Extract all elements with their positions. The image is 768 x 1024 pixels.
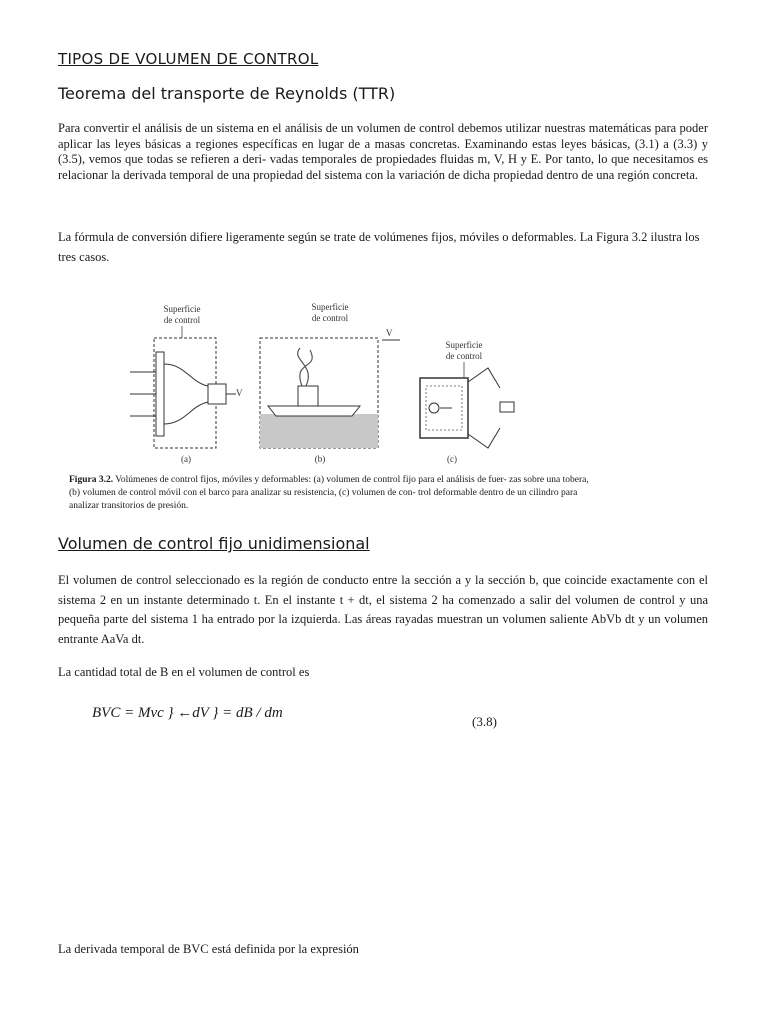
figure-panel-b — [260, 302, 400, 464]
paragraph-fixed-volume: El volumen de control seleccionado es la región de conducto entre la sección a y la sección b, que coincide exactamente con el sistema 2 en un instante determinado t. En el instante t + dt, el sistema 2 ha comenzado a salir del volumen de control y una pequeña parte del sistema 1 ha entrado por la izquierda. Las áreas rayadas muestran un volumen saliente AbVb dt y un volumen entrante AaVa dt. — [58, 573, 708, 646]
label-b-surface: Superficie — [311, 302, 349, 312]
section-heading-fixed-volume: Volumen de control fijo unidimensional — [58, 534, 370, 553]
page-title: TIPOS DE VOLUMEN DE CONTROL — [58, 50, 319, 68]
equation-number: (3.8) — [472, 714, 497, 729]
v-label-b: V — [386, 328, 393, 338]
label-a-surface: Superficie — [163, 304, 201, 314]
paragraph-derivative: La derivada temporal de BVC está definida por la expresión — [58, 942, 359, 956]
paragraph-total-b: La cantidad total de B en el volumen de control es — [58, 665, 310, 679]
equation-3-8: BVC = Mvc } ←dV } = dB / dm — [92, 705, 283, 721]
paragraph-conversion: La fórmula de conversión difiere ligeramente según se trate de volúmenes fijos, móviles o deformables. La Figura 3.2 ilustra los tres casos. — [58, 230, 700, 264]
label-a-control: de control — [163, 315, 201, 325]
sublabel-c: (c) — [447, 454, 457, 464]
section-heading-reynolds: Teorema del transporte de Reynolds (TTR) — [58, 84, 396, 103]
label-c-control: de control — [445, 351, 483, 361]
sublabel-a: (a) — [181, 454, 191, 464]
label-c-surface: Superficie — [445, 340, 483, 350]
figure-control-volumes — [120, 290, 580, 468]
paragraph-intro: Para convertir el análisis de un sistema en el análisis de un volumen de control debemos utilizar nuestras matemáticas para poder aplicar las leyes básicas a regiones específicas en lugar de a masas concretas. Examinando estas leyes básicas, (3.1) a (3.3) y (3.5), vemos que todas se refieren a deri- vadas temporales de propiedades fluidas m, V, H y E. Por tanto, lo que necesitamos es relacionar la derivada temporal de una propiedad del sistema con la variación de dicha propiedad dentro de una región concreta. — [58, 121, 708, 182]
figure-caption-number: Figura 3.2. — [69, 475, 114, 485]
figure-caption — [69, 474, 589, 513]
label-b-control: de control — [311, 313, 349, 323]
figure-panel-a — [130, 304, 243, 464]
figure-panel-c — [420, 340, 514, 464]
figure-caption-text: Volúmenes de control fijos, móviles y deformables: (a) volumen de control fijo para el análisis de fuer- zas sobre una tobera, (b) volumen de control móvil con el barco para analizar su resistencia, (c) volumen de con- trol deformable dentro de un cilindro para analizar transitorios de presión. — [69, 475, 589, 511]
sublabel-b: (b) — [314, 454, 326, 464]
v-label-a: V — [236, 388, 243, 398]
